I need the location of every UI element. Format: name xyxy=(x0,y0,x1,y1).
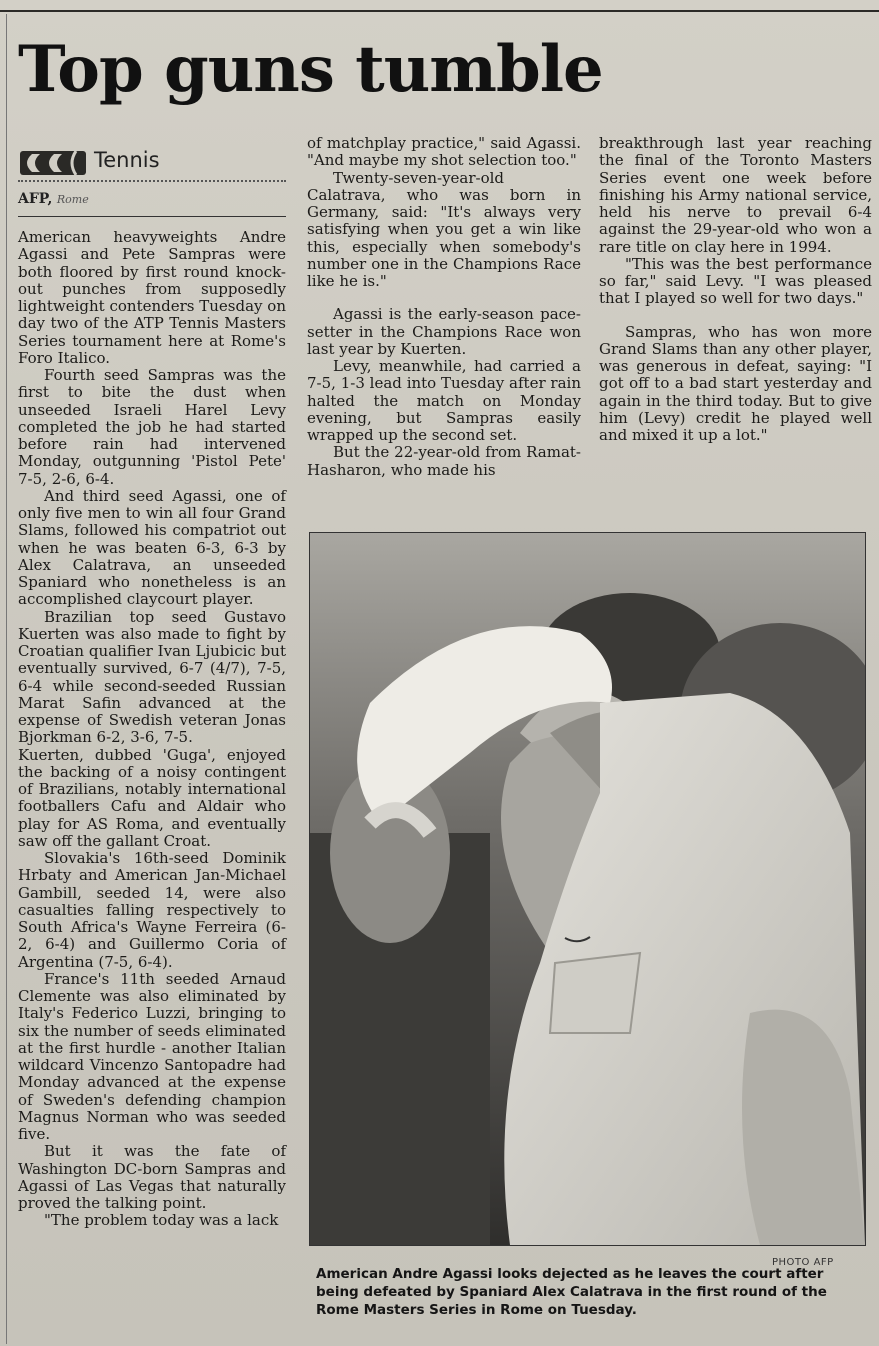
article-column-2 xyxy=(307,135,581,479)
article-paragraph: American heavyweights Andre Agassi and Pete Sampras were both floored by first round knock-out punches from supposedly lightweight contenders Tuesday on day two of the ATP Tennis Masters Series tournament here at Rome's Foro Italico. xyxy=(18,228,286,367)
article-column-3 xyxy=(599,135,872,444)
article-paragraph: Sampras, who has won more Grand Slams than any other player, was generous in defeat, saying: "I got off to a bad start yesterday and again in the third today. But to give him (Levy) credit he played well and mixed it up a lot." xyxy=(599,322,872,444)
article-paragraph: And third seed Agassi, one of only five men to win all four Grand Slams, followed his compatriot out when he was beaten 6-3, 6-3 by Alex Calatrava, an unseeded Spaniard who nonetheless is an accomplished claycourt player. xyxy=(18,486,286,609)
article-paragraph: But it was the fate of Washington DC-born Sampras and Agassi of Las Vegas that naturally proved the talking point. xyxy=(18,1142,286,1212)
left-margin-rule xyxy=(6,14,7,1344)
article-paragraph: breakthrough last year reaching the final of the Toronto Masters Series event one week before finishing his Army national service, held his nerve to prevail 6-4 against the 29-year-old who won a rare title on clay here in 1994. xyxy=(599,134,872,256)
byline-dateline: Rome xyxy=(56,193,89,206)
photo-agassi-dejected xyxy=(310,533,865,1245)
top-rule xyxy=(0,10,879,12)
article-paragraph: "The problem today was a lack xyxy=(44,1211,279,1230)
news-photo xyxy=(309,532,866,1246)
article-paragraph: "This was the best performance so far," said Levy. "I was pleased that I played so well for two days." xyxy=(599,254,872,308)
article-paragraph: Brazilian top seed Gustavo Kuerten was also made to fight by Croatian qualifier Ivan Ljubicic but eventually survived, 6-7 (4/7), 7-5, 6-4 while second-seeded Russian Marat Safin advanced at the expense of Swedish veteran Jonas Bjorkman 6-2, 3-6, 7-5. xyxy=(18,607,286,747)
tennis-logo-icon xyxy=(18,148,88,178)
byline-rule xyxy=(18,216,286,217)
article-paragraph: Kuerten, dubbed 'Guga', enjoyed the backing of a noisy contingent of Brazilians, notably international footballers Cafu and Aldair who play for AS Roma, and eventually saw off the gallant Croat. xyxy=(18,745,286,850)
article-paragraph: Levy, meanwhile, had carried a 7-5, 1-3 lead into Tuesday after rain halted the match on Monday evening, but Sampras easily wrapped up the second set. xyxy=(307,357,581,444)
article-paragraph: Twenty-seven-year-old Calatrava, who was born in Germany, said: "It's always very satisfying when you get a win like this, especially when somebody's number one in the Champions Race like he is." xyxy=(307,168,581,290)
byline xyxy=(18,191,286,207)
article-paragraph: Slovakia's 16th-seed Dominik Hrbaty and American Jan-Michael Gambill, seeded 14, were also casualties falling respectively to South Africa's Wayne Ferreira (6-2, 6-4) and Guillermo Coria of Argentina (7-5, 6-4). xyxy=(18,849,286,971)
article-paragraph: of matchplay practice," said Agassi. "And maybe my shot selection too." xyxy=(307,134,581,170)
section-tag xyxy=(18,146,286,180)
byline-agency: AFP, xyxy=(18,191,53,207)
article-paragraph: Fourth seed Sampras was the first to bite the dust when unseeded Israeli Harel Levy completed the job he had started before rain had intervened Monday, outgunning 'Pistol Pete' 7-5, 2-6, 6-4. xyxy=(18,366,286,488)
article-paragraph: France's 11th seeded Arnaud Clemente was also eliminated by Italy's Federico Luzzi, bringing to six the number of seeds eliminated at the first hurdle - another Italian wildcard Vincenzo Santopadre had Monday advanced at the expense of Sweden's defending champion Magnus Norman who was seeded five. xyxy=(18,969,286,1143)
article-paragraph: But the 22-year-old from Ramat-Hasharon, who made his xyxy=(307,443,581,479)
article-column-1 xyxy=(18,229,286,1230)
section-name: Tennis xyxy=(94,148,160,172)
photo-credit: PHOTO AFP xyxy=(772,1257,834,1268)
section-divider xyxy=(18,180,286,182)
headline: Top guns tumble xyxy=(18,32,603,107)
article-paragraph: Agassi is the early-season pace-setter in the Champions Race won last year by Kuerten. xyxy=(307,305,581,358)
photo-caption: American Andre Agassi looks dejected as he leaves the court after being defeated by Spaniard Alex Calatrava in the first round of the Rome Masters Series in Rome on Tuesday. xyxy=(316,1266,827,1318)
